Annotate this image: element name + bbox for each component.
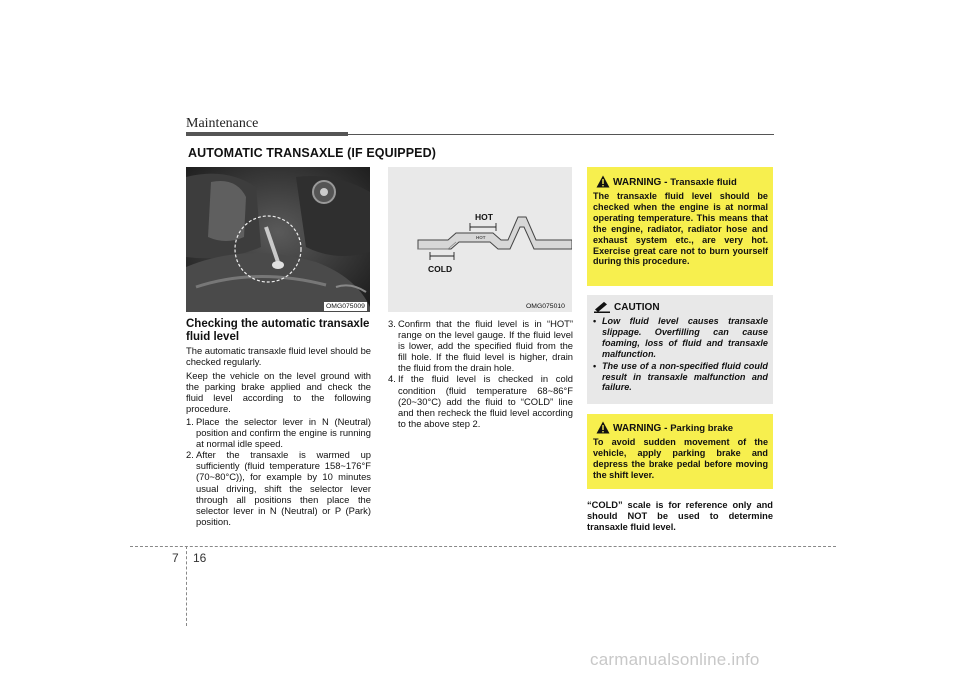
page-number: 16 — [193, 551, 207, 565]
caution-list — [593, 316, 768, 394]
engine-bay-photo — [186, 167, 370, 312]
caution-item: • Low fluid level causes transaxle slippage. Overfilling can cause foaming, loss of fluid and transaxle malfunction. — [593, 316, 768, 359]
section-title: AUTOMATIC TRANSAXLE (IF EQUIPPED) — [188, 146, 436, 160]
footer-divider — [130, 546, 836, 547]
chapter-number: 7 — [172, 551, 179, 565]
footer-vertical-divider — [186, 546, 187, 626]
steps-list-middle — [388, 318, 573, 429]
cold-scale-note: “COLD” scale is for reference only and should NOT be used to determine transaxle fluid level. — [587, 500, 773, 532]
caution-box — [587, 295, 773, 404]
warning-box-parking-brake — [587, 414, 773, 489]
gauge-stamp-label: HOT — [476, 235, 486, 240]
header-rule-thin — [348, 134, 774, 135]
caution-item: • The use of a non-specified fluid could result in transaxle malfunction and failure. — [593, 360, 768, 393]
paragraph-check-regularly: The automatic transaxle fluid level should be checked regularly. — [186, 345, 372, 368]
step-item: 4. If the fluid level is checked in cold condition (fluid temperature 68~86°F (20~30°C) add the fluid to “COLD” line and then recheck the fluid level according to the above step 2. — [388, 373, 573, 429]
warning-body: To avoid sudden movement of the vehicle, apply parking brake and depress the brake pedal before moving the shift lever. — [593, 437, 768, 480]
watermark: carmanualsonline.info — [590, 650, 760, 669]
photo-figure-code: OMG075009 — [326, 303, 365, 310]
step-item: 2. After the transaxle is warmed up sufficiently (fluid temperature 158~176°F (70~80°C)), for example by 10 minutes usual driving, shift the selector lever through all positions then place the selector lever in N (Neutral) or P (Park) position. — [186, 449, 371, 527]
step-item: 1. Place the selector lever in N (Neutral) position and confirm the engine is running at normal idle speed. — [186, 416, 371, 450]
paragraph-procedure-intro: Keep the vehicle on the level ground with the parking brake applied and check the fluid level according to the following procedure. — [186, 370, 371, 415]
step-item: 3. Confirm that the fluid level is in “HOT” range on the level gauge. If the fluid level is lower, add the specified fluid from the fill hole. If the fluid level is higher, drain the fluid from the drain hole. — [388, 318, 573, 374]
warning-triangle-icon — [596, 175, 610, 188]
warning-box-transaxle-fluid — [587, 167, 773, 286]
caution-pencil-icon — [594, 301, 610, 313]
gauge-figure-code: OMG075010 — [526, 303, 565, 310]
caution-heading: CAUTION — [614, 302, 660, 313]
header-rule-thick — [186, 132, 348, 136]
gauge-hot-label: HOT — [475, 212, 493, 222]
subsection-heading: Checking the automatic transaxle fluid level — [186, 318, 370, 343]
warning-body: The transaxle fluid level should be checked when the engine is at normal operating temperature. This means that the engine, radiator, radiator hose and exhaust system etc., are very hot. Exercise great care not to burn yourself during this procedure. — [593, 191, 768, 267]
warning-triangle-icon — [596, 421, 610, 434]
page-header-title: Maintenance — [186, 116, 259, 131]
dipstick-gauge-figure — [388, 167, 572, 312]
gauge-cold-label: COLD — [428, 264, 453, 274]
warning-heading: WARNING - Transaxle fluid — [613, 177, 737, 188]
warning-heading: WARNING - Parking brake — [613, 423, 734, 434]
steps-list-left — [186, 416, 371, 527]
